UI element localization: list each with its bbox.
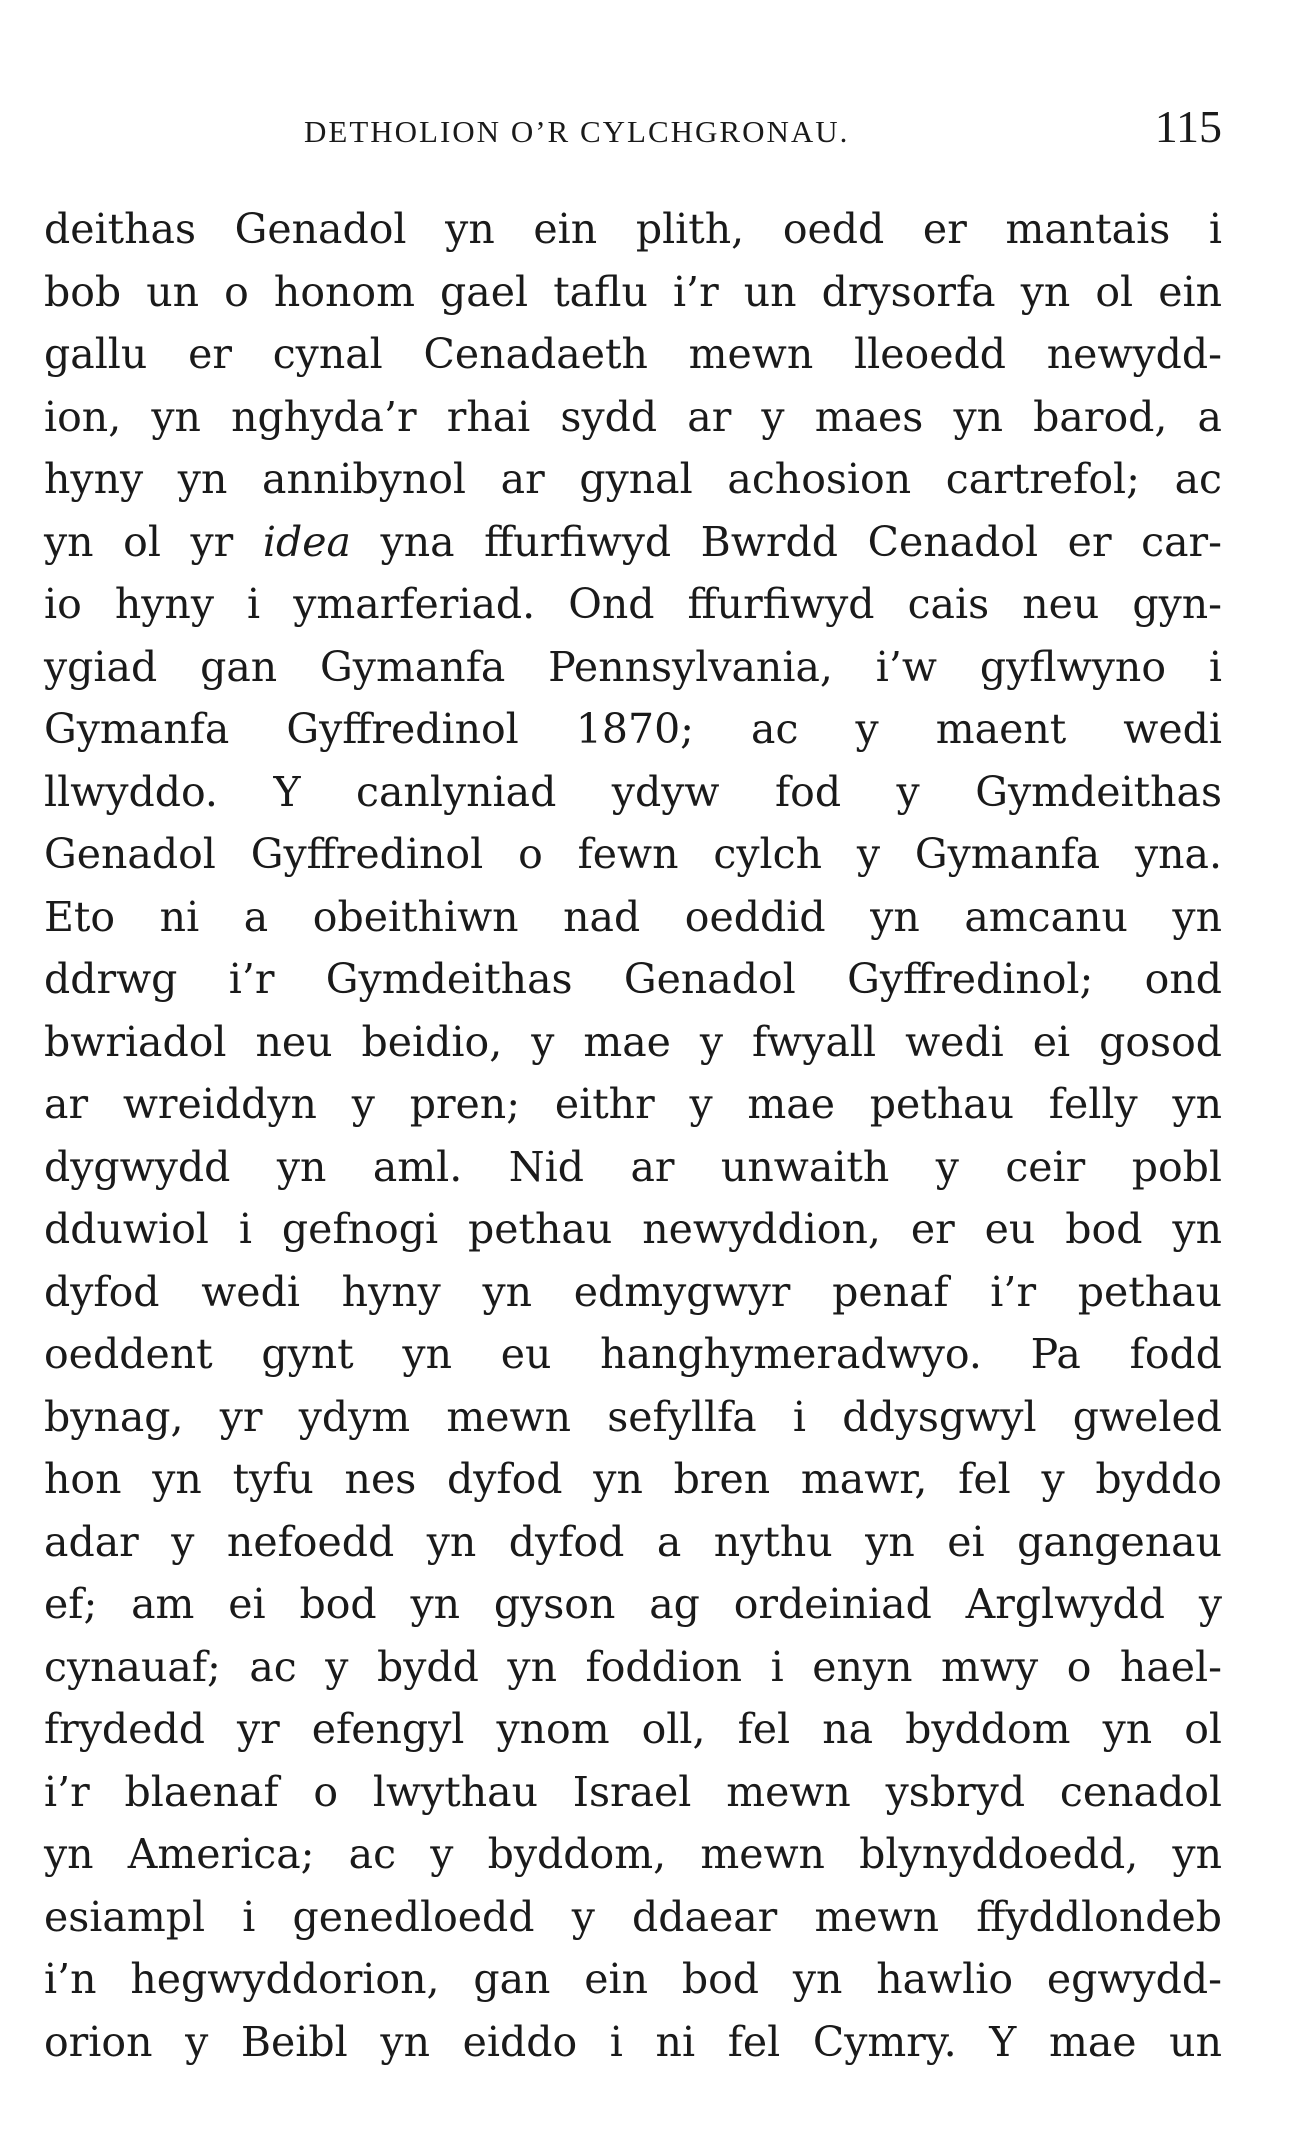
text-line: ygiad gan Gymanfa Pennsylvania, i’w gyflwyno i	[44, 642, 1222, 691]
text-line: i’r blaenaf o lwythau Israel mewn ysbryd cenadol	[44, 1767, 1222, 1816]
running-title: DETHOLION O’R CYLCHGRONAU.	[304, 114, 850, 149]
text-line: hyny yn annibynol ar gynal achosion cartrefol; ac	[44, 455, 1222, 503]
text-line: adar y nefoedd yn dyfod a nythu yn ei gangenau	[44, 1517, 1222, 1566]
text-line: oeddent gynt yn eu hanghymeradwyo. Pa fodd	[44, 1330, 1222, 1378]
text-line: ddrwg i’r Gymdeithas Genadol Gyffredinol; ond	[44, 955, 1222, 1003]
text-line: gallu er cynal Cenadaeth mewn lleoedd newydd-	[44, 330, 1222, 378]
text-line: dyfod wedi hyny yn edmygwyr penaf i’r pethau	[44, 1267, 1222, 1316]
text-line: orion y Beibl yn eiddo i ni fel Cymry. Y mae un	[44, 2017, 1222, 2066]
text-line: i’n hegwyddorion, gan ein bod yn hawlio egwydd-	[44, 1955, 1222, 2003]
text-line: io hyny i ymarferiad. Ond ffurfiwyd cais neu gyn-	[44, 580, 1222, 628]
text-line: ef; am ei bod yn gyson ag ordeiniad Arglwydd y	[44, 1580, 1222, 1628]
running-head	[44, 100, 1222, 160]
text-line: yn America; ac y byddom, mewn blynyddoedd, yn	[44, 1830, 1222, 1878]
text-line: ar wreiddyn y pren; eithr y mae pethau felly yn	[44, 1080, 1222, 1128]
text-line: esiampl i genedloedd y ddaear mewn ffyddlondeb	[44, 1892, 1222, 1941]
text-line: bwriadol neu beidio, y mae y fwyall wedi ei gosod	[44, 1017, 1222, 1066]
text-line	[44, 511, 1222, 574]
text-segment: yn ol yr	[44, 517, 263, 566]
text-line: bob un o honom gael taflu i’r un drysorfa yn ol ein	[44, 267, 1222, 316]
text-line: dygwydd yn aml. Nid ar unwaith y ceir pobl	[44, 1142, 1222, 1191]
text-line: bynag, yr ydym mewn sefyllfa i ddysgwyl gweled	[44, 1392, 1222, 1441]
text-line: Eto ni a obeithiwn nad oeddid yn amcanu yn	[44, 892, 1222, 941]
text-line: ion, yn nghyda’r rhai sydd ar y maes yn barod, a	[44, 392, 1222, 441]
text-segment: yna ffurfiwyd Bwrdd Cenadol er car-	[350, 517, 1222, 566]
text-line: cynauaf; ac y bydd yn foddion i enyn mwy o hael-	[44, 1642, 1222, 1691]
text-line: deithas Genadol yn ein plith, oedd er mantais i	[44, 205, 1222, 253]
text-line: Gymanfa Gyffredinol 1870; ac y maent wedi	[44, 705, 1222, 753]
text-line: llwyddo. Y canlyniad ydyw fod y Gymdeithas	[44, 767, 1222, 816]
body-text	[44, 198, 1222, 2073]
text-line: dduwiol i gefnogi pethau newyddion, er eu bod yn	[44, 1205, 1222, 1253]
text-line: hon yn tyfu nes dyfod yn bren mawr, fel y byddo	[44, 1455, 1222, 1503]
text-line: Genadol Gyffredinol o fewn cylch y Gymanfa yna.	[44, 830, 1222, 878]
italic-word: idea	[262, 517, 351, 566]
text-line: frydedd yr efengyl ynom oll, fel na byddom yn ol	[44, 1705, 1222, 1753]
page-number: 115	[1154, 101, 1222, 152]
